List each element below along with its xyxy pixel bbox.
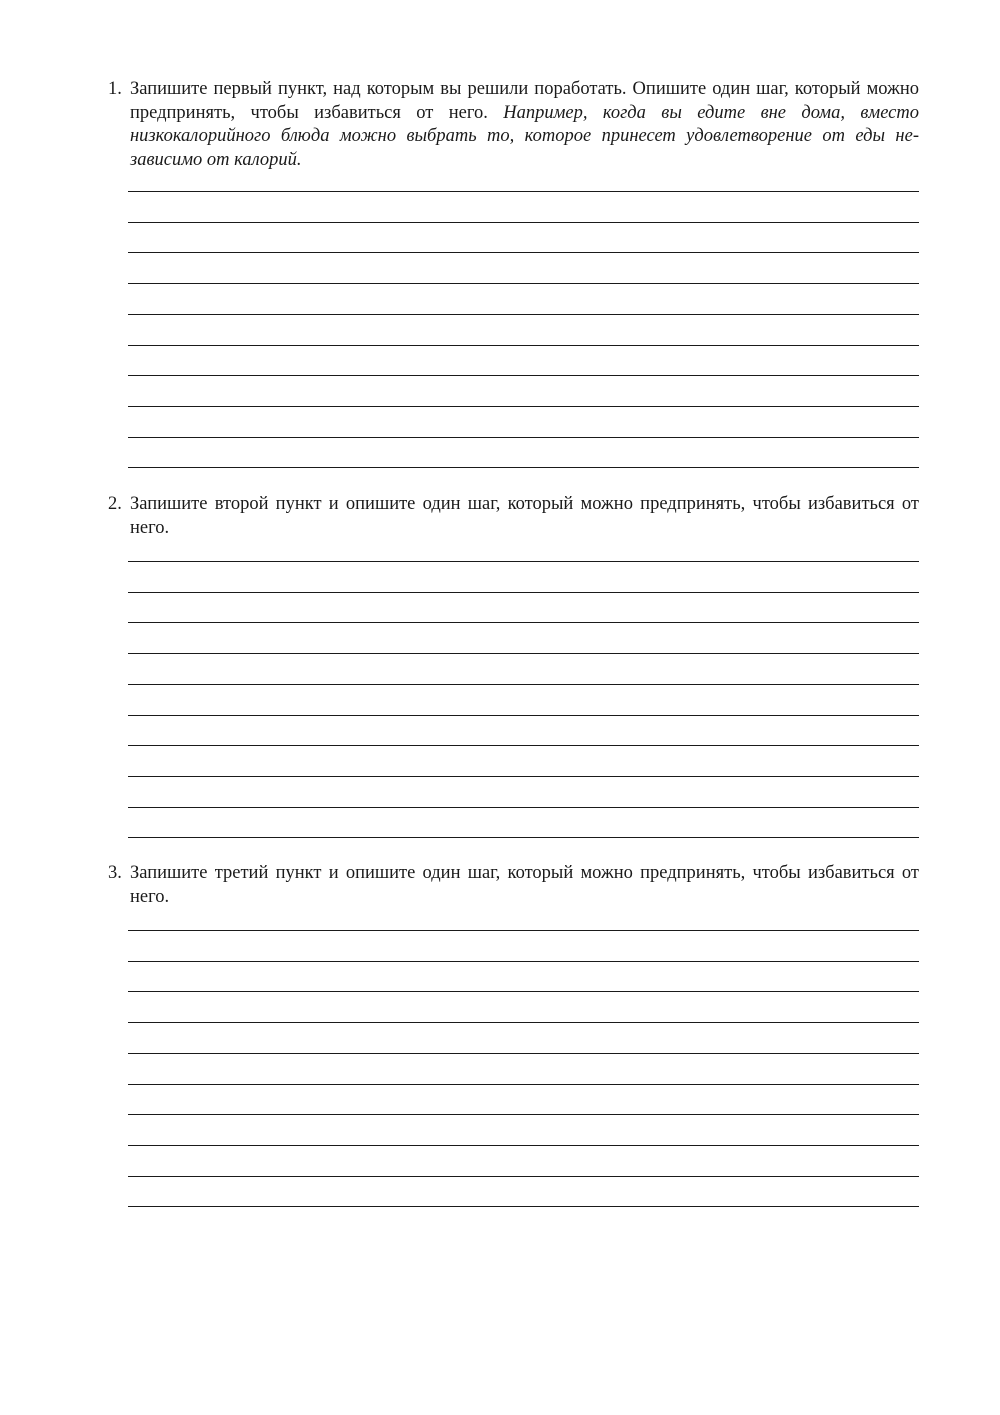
answer-line[interactable] bbox=[128, 592, 919, 593]
answer-line[interactable] bbox=[128, 837, 919, 838]
item-instruction: Запишите третий пункт и опишите один шаг, который можно предпринять, чтобы избавиться от него. bbox=[130, 863, 919, 907]
answer-line[interactable] bbox=[128, 437, 919, 438]
worksheet-item-3 bbox=[108, 862, 919, 909]
answer-line[interactable] bbox=[128, 345, 919, 346]
answer-line[interactable] bbox=[128, 467, 919, 468]
answer-line[interactable] bbox=[128, 745, 919, 746]
answer-line[interactable] bbox=[128, 375, 919, 376]
answer-line[interactable] bbox=[128, 776, 919, 777]
answer-line[interactable] bbox=[128, 807, 919, 808]
item-number: 3. bbox=[108, 863, 122, 883]
example-text: Например, когда вы едите вне дома, вместо низкокалорийного блюда можно выбрать то, которое принесет удовлетворение от еды независимо от калорий. bbox=[130, 102, 919, 170]
worksheet-item-2 bbox=[108, 493, 919, 540]
answer-line[interactable] bbox=[128, 653, 919, 654]
answer-line[interactable] bbox=[128, 930, 919, 931]
answer-line[interactable] bbox=[128, 252, 919, 253]
answer-line[interactable] bbox=[128, 1114, 919, 1115]
answer-line[interactable] bbox=[128, 991, 919, 992]
answer-line[interactable] bbox=[128, 222, 919, 223]
item-2-prompt bbox=[108, 493, 919, 540]
item-number: 1. bbox=[108, 79, 122, 99]
answer-line[interactable] bbox=[128, 1022, 919, 1023]
item-number: 2. bbox=[108, 494, 122, 514]
item-instruction bbox=[130, 78, 919, 172]
answer-line[interactable] bbox=[128, 283, 919, 284]
answer-line[interactable] bbox=[128, 622, 919, 623]
answer-line[interactable] bbox=[128, 1206, 919, 1207]
answer-line[interactable] bbox=[128, 1084, 919, 1085]
item-instruction: Запишите второй пункт и опишите один шаг, который можно предпринять, чтобы избавиться от него. bbox=[130, 494, 919, 538]
answer-line[interactable] bbox=[128, 715, 919, 716]
item-3-prompt bbox=[108, 862, 919, 909]
answer-line[interactable] bbox=[128, 1176, 919, 1177]
answer-line[interactable] bbox=[128, 684, 919, 685]
answer-line[interactable] bbox=[128, 314, 919, 315]
worksheet-item-1 bbox=[108, 78, 919, 172]
answer-line[interactable] bbox=[128, 1145, 919, 1146]
instruction-text: Запишите первый пункт, над которым вы решили поработать. Опишите один шаг, который можно предпринять, чтобы избавиться от него. bbox=[130, 79, 919, 123]
item-1-prompt bbox=[108, 78, 919, 172]
answer-line[interactable] bbox=[128, 561, 919, 562]
answer-line[interactable] bbox=[128, 191, 919, 192]
answer-line[interactable] bbox=[128, 961, 919, 962]
answer-line[interactable] bbox=[128, 406, 919, 407]
answer-line[interactable] bbox=[128, 1053, 919, 1054]
